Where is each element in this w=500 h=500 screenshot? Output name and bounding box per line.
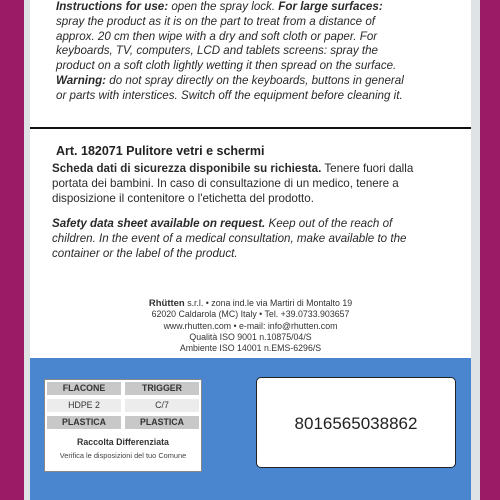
warning-label: Warning: [56,73,107,87]
trigger-header: TRIGGER [125,382,199,395]
barcode-number: 8016565038862 [294,414,418,433]
instructions-heading: Instructions for use: [56,0,169,13]
large-surfaces-label: For large surfaces: [278,0,383,13]
flacone-header: FLACONE [47,382,121,395]
right-magenta-stripe [480,0,500,500]
recycling-subtitle: Verifica le disposizioni del tuo Comune [59,451,187,460]
section-divider [30,127,471,129]
left-magenta-stripe [0,0,24,500]
flacone-material-code: HDPE 2 [47,399,121,412]
barcode-box [256,377,456,468]
flacone-material: PLASTICA [47,416,121,429]
recycling-box [44,379,202,472]
english-safety-text: Safety data sheet available on request. Keep out of the reach of children. In the event of a medical consultation, make available to the container or the label of the product. [52,217,407,260]
italian-safety-text: Scheda dati di sicurezza disponibile su richiesta. Tenere fuori dalla portata dei bambini. In caso di consultazione di un medico, tenere a disposizione il contenitore o l'etichetta del prodotto. [52,162,414,205]
article-title: Art. 182071 Pulitore vetri e schermi [56,144,265,158]
recycling-title: Raccolta Differenziata [77,437,169,447]
brand-name: Rhütten [148,298,185,309]
trigger-material: PLASTICA [125,416,199,429]
company-info: Rhütten s.r.l. • zona ind.le via Martiri di Montalto 19 62020 Caldarola (MC) Italy • Tel. +39.0733.903657 www.rhutten.com • e-mail: info@rhutten.com Qualità ISO 9001 n.10875/04/S Ambiente ISO 14001 n.EMS-6296/S [148,298,353,354]
instructions-block: Instructions for use: open the spray lock. For large surfaces: spray the product as it is on the part to treat from a distance of approx. 20 cm then wipe with a dry and soft cloth or paper. For keyboards, TV, computers, LCD and tablets screens: spray the product on a soft cloth lightly wetting it then spread on the surface. Warning: do not spray directly on the keyboards, buttons in general or parts with interstices. Switch off the equipment before cleaning it. [56,0,404,102]
trigger-material-code: C/7 [125,399,199,412]
